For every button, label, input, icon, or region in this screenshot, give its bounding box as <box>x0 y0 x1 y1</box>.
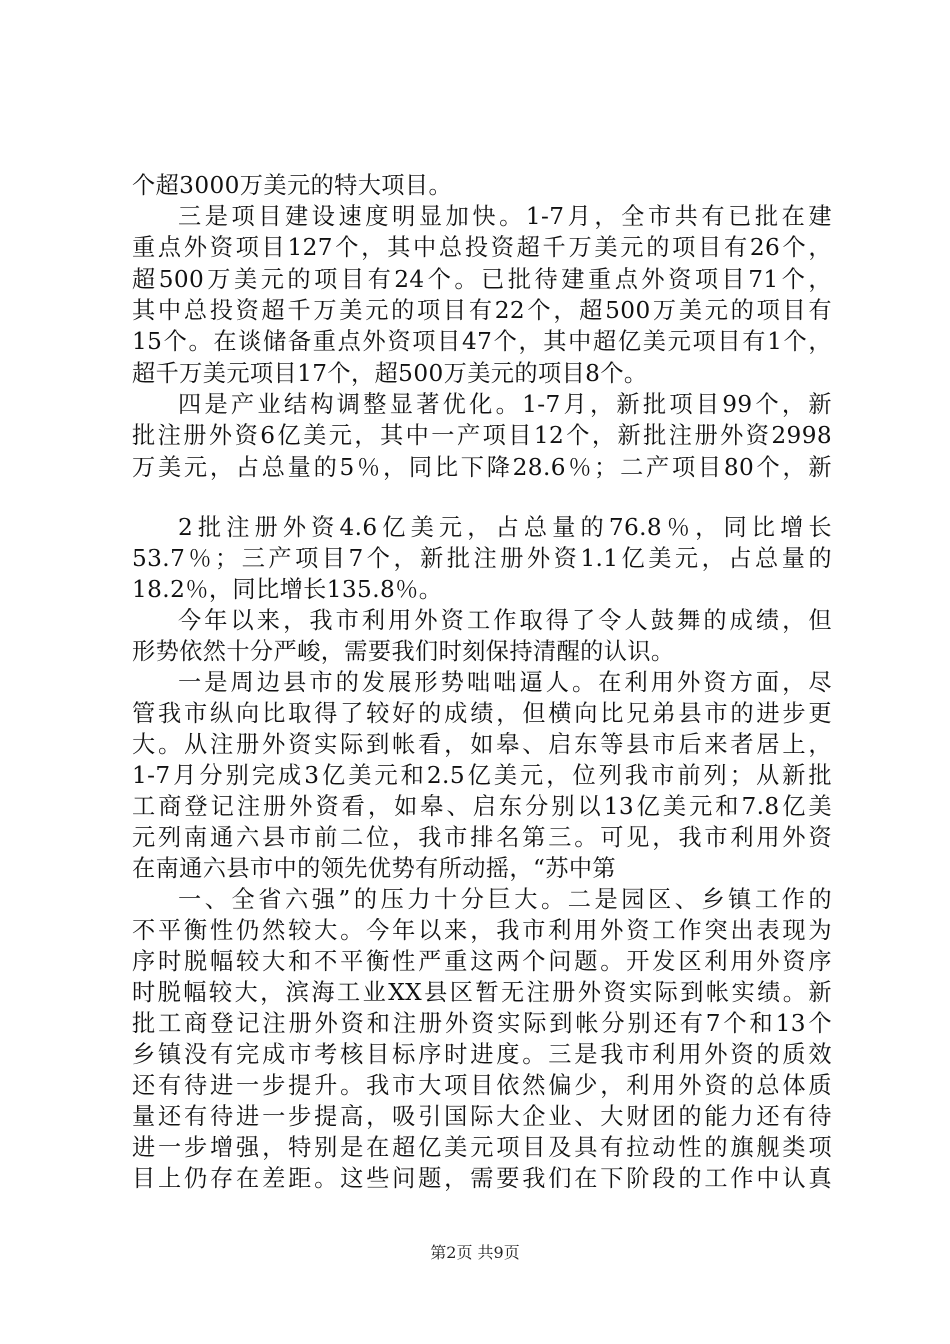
text-line: 15个。在谈储备重点外资项目47个，其中超亿美元项目有1个， <box>132 328 832 355</box>
text-line: 目上仍存在差距。这些问题，需要我们在下阶段的工作中认真 <box>132 1165 832 1192</box>
text-line: 重点外资项目127个，其中总投资超千万美元的项目有26个， <box>132 234 832 261</box>
text-line: 今年以来，我市利用外资工作取得了令人鼓舞的成绩，但 <box>178 607 832 634</box>
text-line: 批注册外资6亿美元，其中一产项目12个，新批注册外资2998 <box>132 422 832 449</box>
text-line: 1-7月分别完成3亿美元和2.5亿美元，位列我市前列；从新批 <box>132 762 832 789</box>
text-line: 批工商登记注册外资和注册外资实际到帐分别还有7个和13个 <box>132 1010 832 1037</box>
text-line: 2批注册外资4.6亿美元，占总量的76.8％，同比增长 <box>178 514 832 541</box>
text-line: 量还有待进一步提高，吸引国际大企业、大财团的能力还有待 <box>132 1103 832 1130</box>
text-line: 元列南通六县市前二位，我市排名第三。可见，我市利用外资 <box>132 824 832 851</box>
text-line: 工商登记注册外资看，如皋、启东分别以13亿美元和7.8亿美 <box>132 793 832 820</box>
text-line: 序时脱幅较大和不平衡性严重这两个问题。开发区利用外资序 <box>132 948 832 975</box>
text-line: 不平衡性仍然较大。今年以来，我市利用外资工作突出表现为 <box>132 917 832 944</box>
text-line: 管我市纵向比取得了较好的成绩，但横向比兄弟县市的进步更 <box>132 700 832 727</box>
text-line: 一是周边县市的发展形势咄咄逼人。在利用外资方面，尽 <box>178 669 832 696</box>
text-line: 还有待进一步提升。我市大项目依然偏少，利用外资的总体质 <box>132 1072 832 1099</box>
text-line: 时脱幅较大，滨海工业XX县区暂无注册外资实际到帐实绩。新 <box>132 979 832 1006</box>
text-line: 万美元，占总量的5％，同比下降28.6％；二产项目80个，新 <box>132 454 832 481</box>
text-line: 大。从注册外资实际到帐看，如皋、启东等县市后来者居上， <box>132 731 832 758</box>
text-line: 形势依然十分严峻，需要我们时刻保持清醒的认识。 <box>132 638 675 665</box>
text-line: 乡镇没有完成市考核目标序时进度。三是我市利用外资的质效 <box>132 1041 832 1068</box>
text-line: 进一步增强，特别是在超亿美元项目及具有拉动性的旗舰类项 <box>132 1134 832 1161</box>
text-line: 个超3000万美元的特大项目。 <box>132 172 453 199</box>
text-line: 超500万美元的项目有24个。已批待建重点外资项目71个， <box>132 266 832 293</box>
text-line: 三是项目建设速度明显加快。1-7月，全市共有已批在建 <box>178 203 832 230</box>
text-line: 四是产业结构调整显著优化。1-7月，新批项目99个，新 <box>178 391 832 418</box>
page-number-footer: 第2页 共9页 <box>430 1243 520 1262</box>
text-line: 53.7％；三产项目7个，新批注册外资1.1亿美元，占总量的 <box>132 545 832 572</box>
text-line: 一、全省六强”的压力十分巨大。二是园区、乡镇工作的 <box>178 886 832 913</box>
text-line: 其中总投资超千万美元的项目有22个，超500万美元的项目有 <box>132 297 832 324</box>
text-line: 超千万美元项目17个，超500万美元的项目8个。 <box>132 360 648 387</box>
text-line: 18.2％，同比增长135.8％。 <box>132 576 443 603</box>
text-line: 在南通六县市中的领先优势有所动摇，“苏中第 <box>132 855 617 882</box>
